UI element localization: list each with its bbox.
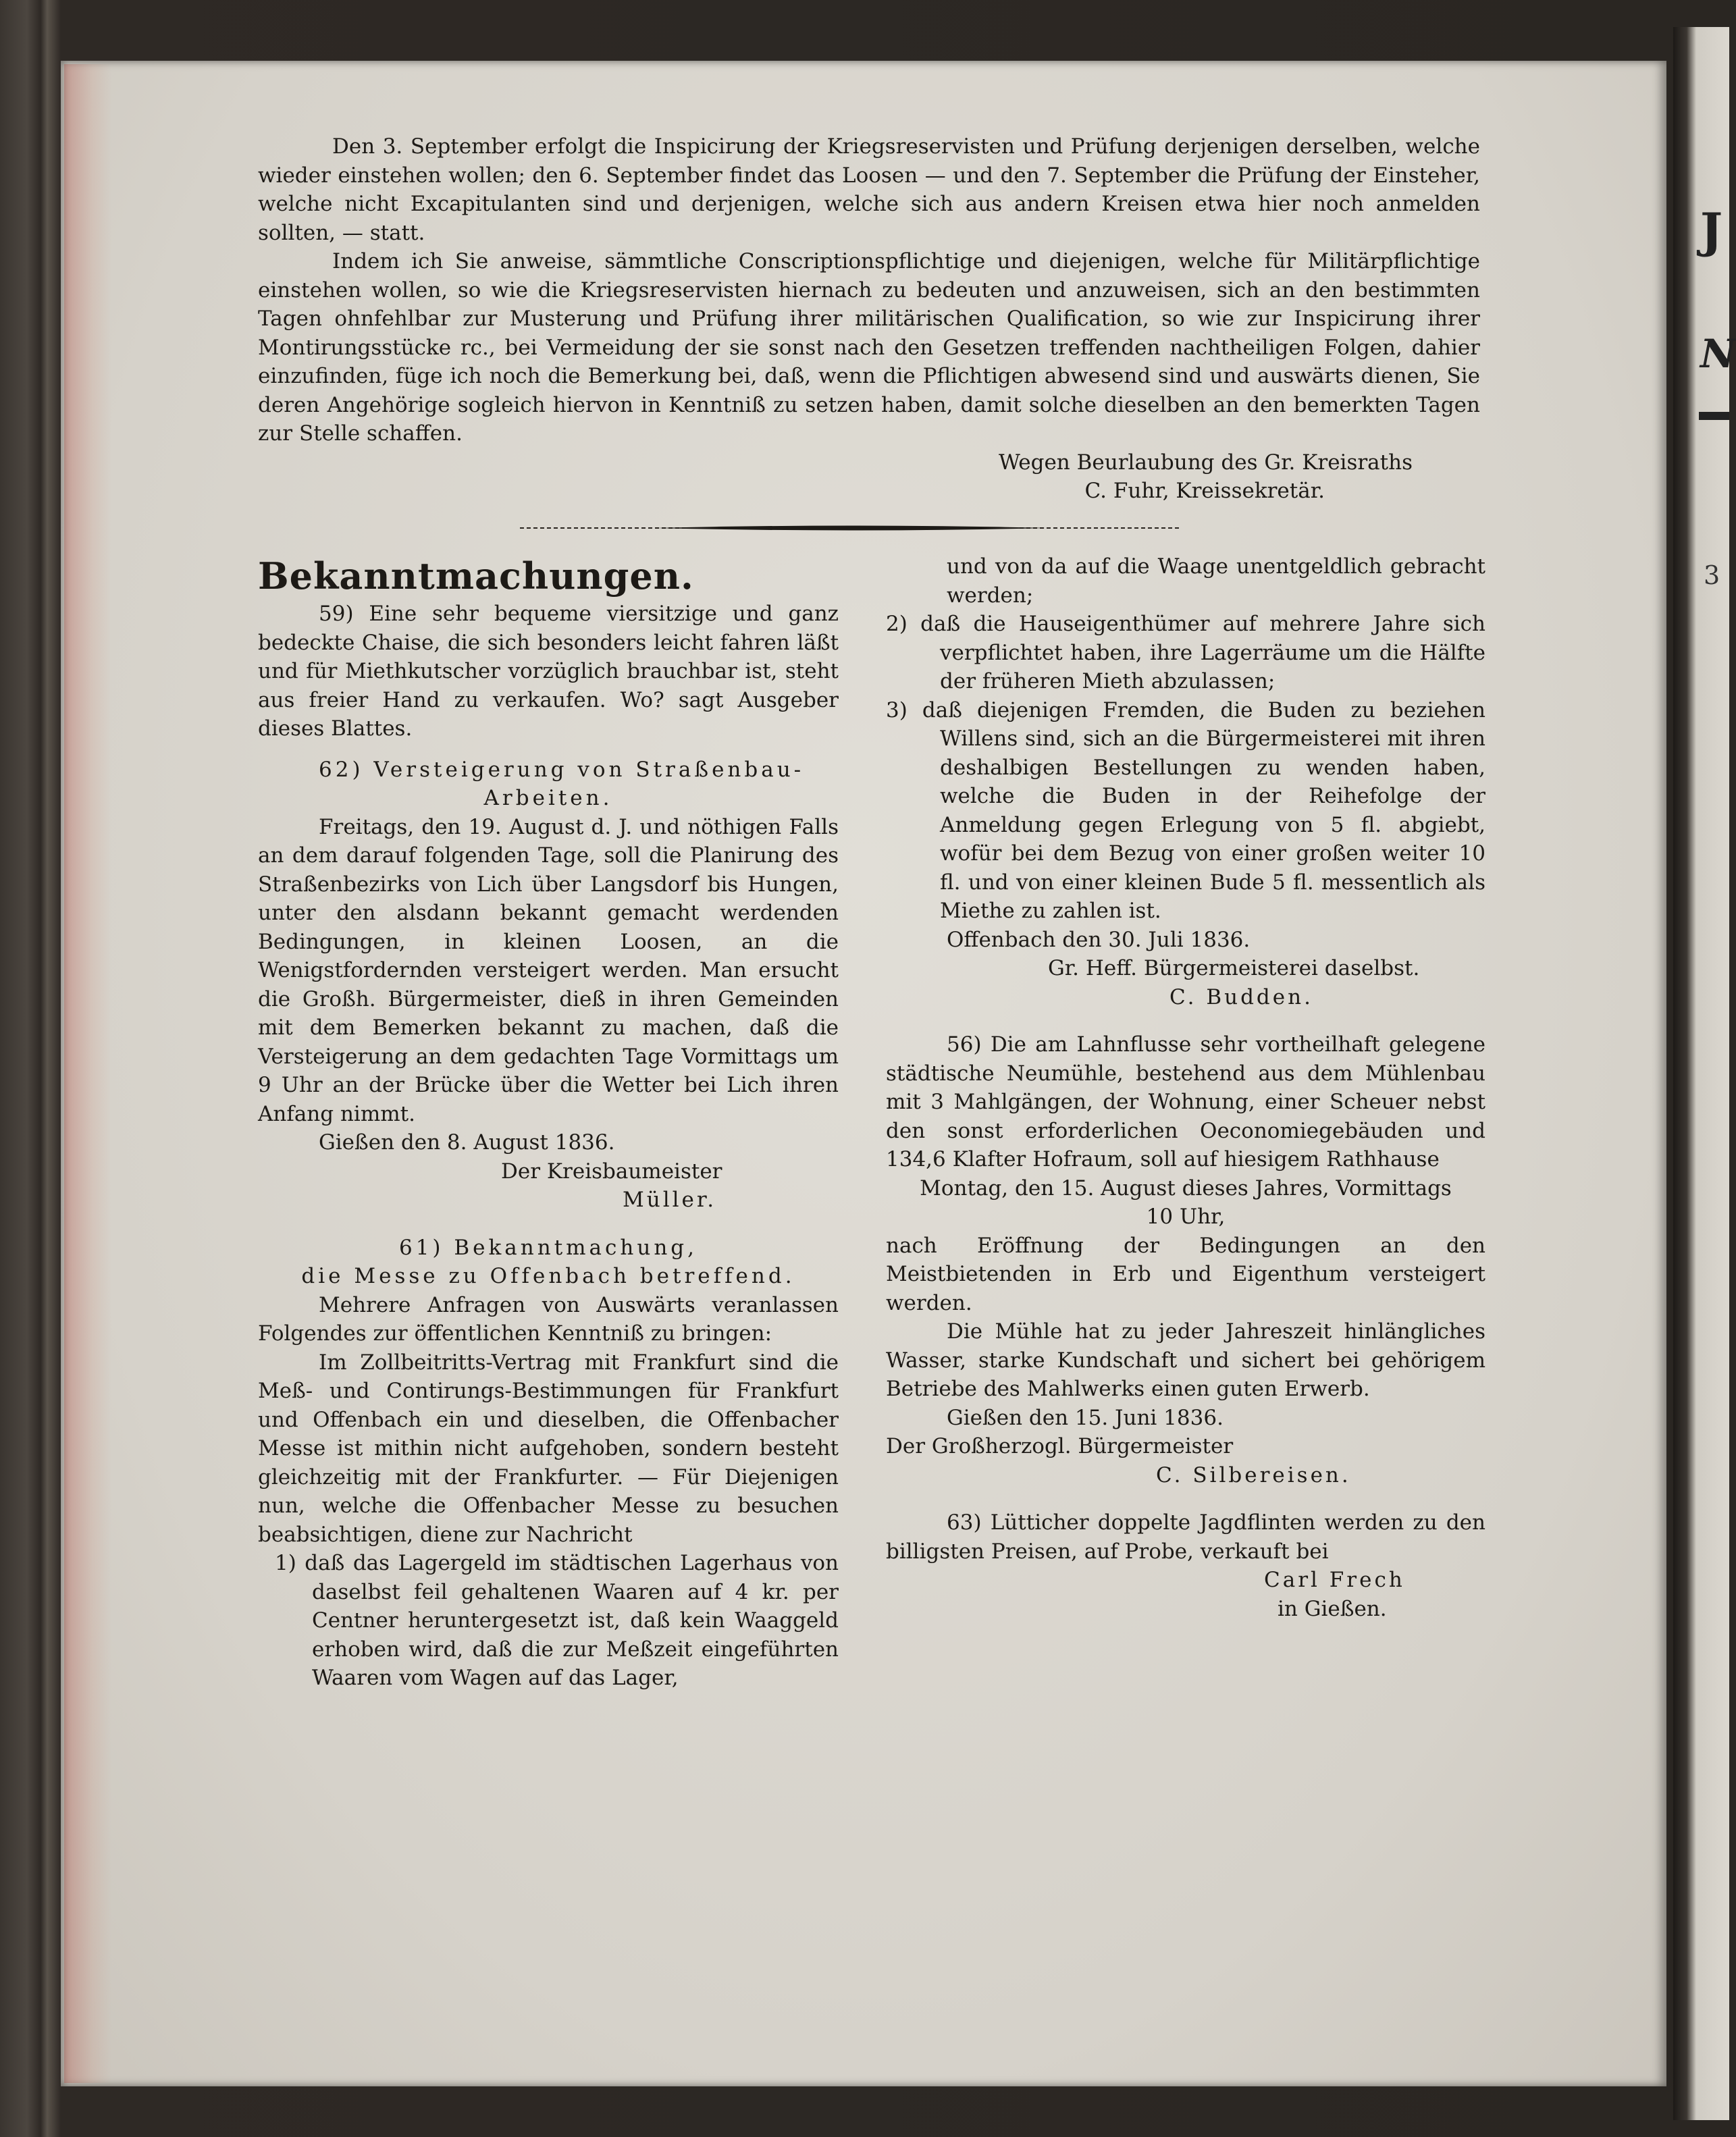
notice-61-signature-2: C. Budden. (1169, 984, 1313, 1009)
notice-62-title-2: Arbeiten. (483, 786, 613, 810)
top-paragraph-2: Indem ich Sie anweise, sämmtliche Conscriptionspflichtige und diejenigen, welche für Militärpflichtige einstehen wollen, so wie die Kriegsreservisten hiernach zu bedeuten und anzuweisen, sich an den bestimmten Tagen ohnfehlbar zur Musterung und Prüfung ihrer militärischen Qualification, so wie zur Inspicirung ihrer Montirungsstücke rc., bei Vermeidung der sie sonst nach den Gesetzen treffenden nachtheiligen Folgen, dahier einzufinden, füge ich noch die Bemerkung bei, daß, wenn die Pflichtigen abwesend sind und auswärts dienen, Sie deren Angehörige sogleich hiervon in Kenntniß zu setzen haben, damit solche dieselben an den bemerkten Tagen zur Stelle schaffen. (258, 249, 1480, 446)
top-paragraph-1: Den 3. September erfolgt die Inspicirung der Kriegsreservisten und Prüfung derjenigen derselben, welche wieder einstehen wollen; den 6. September findet das Loosen — und den 7. September die Prüfung der Einsteher, welche nicht Excapitulanten sind und derjenigen, welche sich aus andern Kreisen etwa hier noch anmelden sollten, — statt. (258, 134, 1480, 245)
notice-63: 63) Lütticher doppelte Jagdflinten werden zu den billigsten Preisen, auf Probe, verkauft bei (886, 1510, 1485, 1564)
edge-rule (1699, 412, 1729, 420)
top-notice (258, 132, 1480, 506)
next-page-edge (1673, 27, 1736, 2120)
left-column (258, 552, 839, 1693)
notice-56-body-2: nach Eröffnung der Bedingungen an den Meistbietenden in Erb und Eigenthum versteigert werden. (886, 1233, 1485, 1315)
item-3: 3) daß diejenigen Fremden, die Buden zu beziehen Willens sind, sich an die Bürgermeisterei mit ihren deshalbigen Bestellungen zu wenden haben, welche die Buden in der Reihefolge der Anmeldung gegen Erlegung von 5 fl. abgiebt, wofür bei dem Bezug von einer großen weiter 10 fl. und von einer kleinen Bude 5 fl. messentlich als Miethe zu zahlen ist. (886, 697, 1485, 923)
notice-62-signature-2: Müller. (623, 1188, 717, 1212)
page-edge-stain (64, 64, 111, 2083)
notice-62-date: Gießen den 8. August 1836. (319, 1130, 615, 1155)
notice-62-body: Freitags, den 19. August d. J. und nöthigen Falls an dem darauf folgenden Tage, soll die Planirung des Straßenbezirks von Lich über Langsdorf bis Hungen, unter den alsdann bekannt gemacht werdenden Bedingungen, in kleinen Loosen, an die Wenigstfordernden versteigert werden. Man ersucht die Großh. Bürgermeister, dieß in ihren Gemeinden mit dem Bemerken bekannt zu machen, daß die Versteigerung an dem gedachten Tage Vormittags um 9 Uhr an der Brücke über die Wetter bei Lich ihren Anfang nimmt. (258, 814, 839, 1126)
notice-56-body-3: Die Mühle hat zu jeder Jahreszeit hinlängliches Wasser, starke Kundschaft und sichert bei gehörigem Betriebe des Mahlwerks einen guten Erwerb. (886, 1319, 1485, 1401)
item-2: 2) daß die Hauseigenthümer auf mehrere Jahre sich verpflichtet haben, ihre Lagerräume um die Hälfte der früheren Mieth abzulassen; (886, 612, 1485, 693)
notice-62-title-1: 62) Versteigerung von Straßenbau- (319, 757, 805, 782)
right-column (886, 552, 1485, 1623)
notice-59: 59) Eine sehr bequeme viersitzige und ganz bedeckte Chaise, die sich besonders leicht fahren läßt und für Miethkutscher vorzüglich brauchbar ist, steht aus freier Hand zu verkaufen. Wo? sagt Ausgeber dieses Blattes. (258, 602, 839, 741)
notice-56-signature-1: Der Großherzogl. Bürgermeister (886, 1434, 1234, 1458)
top-signature-line-2: C. Fuhr, Kreissekretär. (1084, 479, 1325, 503)
edge-number: 3 (1704, 560, 1720, 590)
edge-letter: J (1700, 203, 1723, 259)
notice-56-date: Montag, den 15. August dieses Jahres, Vormittags 10 Uhr, (920, 1176, 1452, 1229)
notice-61-title-2: die Messe zu Offenbach betreffend. (301, 1264, 795, 1288)
section-divider (520, 523, 1182, 533)
top-signature-line-1: Wegen Beurlaubung des Gr. Kreisraths (998, 450, 1413, 475)
notice-56: 56) Die am Lahnflusse sehr vortheilhaft gelegene städtische Neumühle, bestehend aus dem Mühlenbau mit 3 Mahlgängen, der Wohnung, einer Scheuer nebst den sonst erforderlichen Oeconomiegebäuden und 134,6 Klafter Hofraum, soll auf hiesigem Rathhause (886, 1032, 1485, 1171)
notice-56-place: Gießen den 15. Juni 1836. (947, 1405, 1224, 1430)
notice-61-paragraph-1: Mehrere Anfragen von Auswärts veranlassen Folgendes zur öffentlichen Kenntniß zu bringen: (258, 1292, 839, 1346)
edge-letter-2: N (1700, 331, 1736, 377)
notice-61-item-1: 1) daß das Lagergeld im städtischen Lagerhaus von daselbst feil gehaltenen Waaren auf 4 kr. per Centner heruntergesetzt ist, daß kein Waaggeld erhoben wird, daß die zur Meßzeit eingeführten Waaren vom Wagen auf das Lager, (275, 1551, 839, 1690)
notice-63-signature-1: Carl Frech (1264, 1568, 1405, 1592)
notice-62-signature-1: Der Kreisbaumeister (501, 1159, 722, 1184)
section-heading: Bekanntmachungen. (258, 554, 694, 598)
notice-61-date: Offenbach den 30. Juli 1836. (947, 927, 1251, 952)
notice-56-signature-2: C. Silbereisen. (1156, 1462, 1351, 1487)
notice-61-signature-1: Gr. Heff. Bürgermeisterei daselbst. (1048, 956, 1420, 980)
notice-61-paragraph-2: Im Zollbeitritts-Vertrag mit Frankfurt sind die Meß- und Contirungs-Bestimmungen für Frankfurt und Offenbach ein und dieselben, die Offenbacher Messe ist mithin nicht aufgehoben, sondern besteht gleichzeitig mit der Frankfurter. — Für Diejenigen nun, welche die Offenbacher Messe zu besuchen beabsichtigen, diene zur Nachricht (258, 1350, 839, 1547)
notice-63-signature-2: in Gießen. (1278, 1596, 1387, 1621)
item-1-continuation: und von da auf die Waage unentgeldlich gebracht werden; (947, 554, 1485, 608)
notice-61-title-1: 61) Bekanntmachung, (398, 1235, 698, 1260)
